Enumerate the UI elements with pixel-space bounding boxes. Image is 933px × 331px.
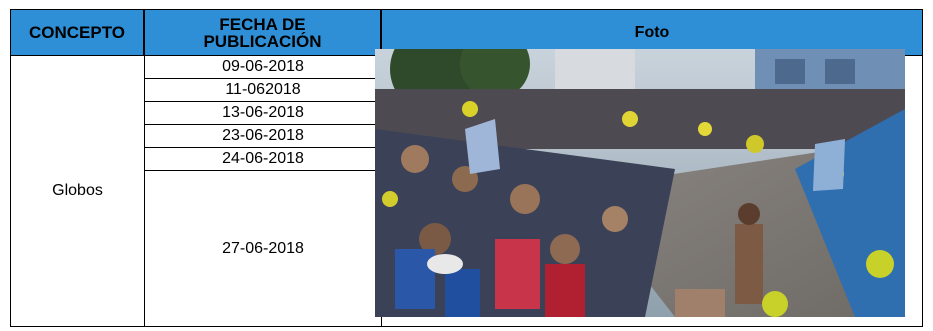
header-foto: Foto [381,9,923,56]
crowd-photo [375,49,905,317]
date-cell: 24-06-2018 [144,147,382,171]
crowd-photo-illustration [375,49,905,317]
header-fecha-line2: PUBLICACIÓN [203,31,322,51]
date-cell: 27-06-2018 [144,170,382,327]
date-cell: 23-06-2018 [144,124,382,148]
date-cell: 13-06-2018 [144,101,382,125]
header-concepto: CONCEPTO [10,9,144,56]
date-cell: 11-062018 [144,78,382,102]
concept-cell: Globos [10,55,145,327]
header-fecha-publicacion [144,9,381,56]
header-fecha-line1: FECHA DE [219,14,306,34]
date-cell: 09-06-2018 [144,55,382,79]
